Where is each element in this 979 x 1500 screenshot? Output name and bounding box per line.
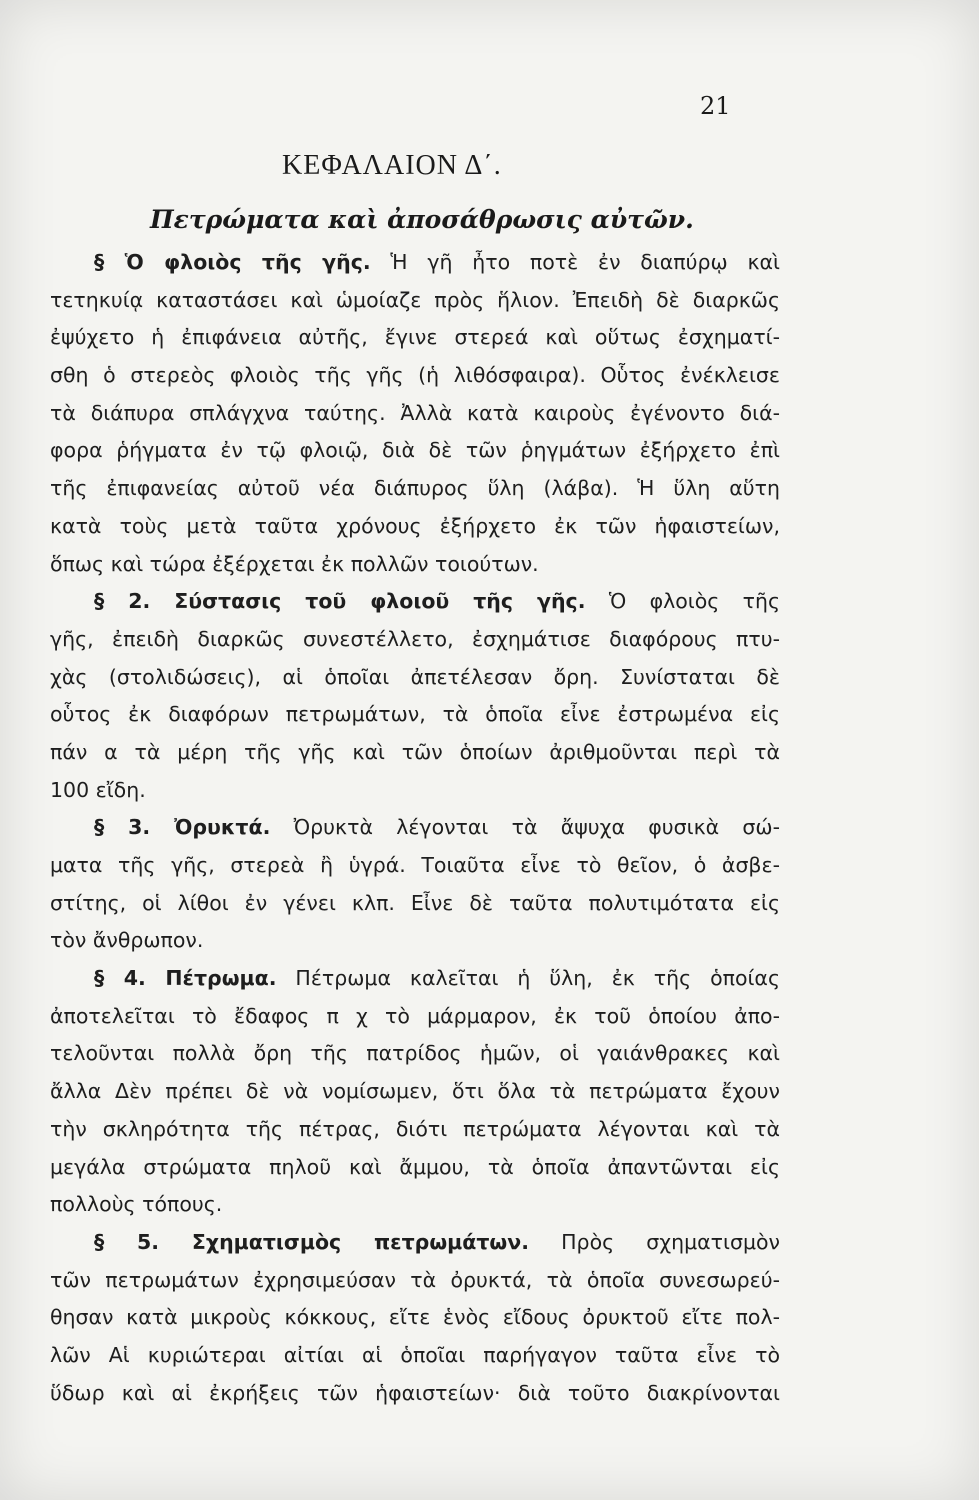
- text-line: ἀποτελεῖται τὸ ἔδαφος π χ τὸ μάρμαρον, ἐκ τοῦ ὁποίου ἀπο-: [50, 1003, 780, 1028]
- text-line: τελοῦνται πολλὰ ὄρη τῆς πατρίδος ἡμῶν, οἱ γαιάνθρακες καὶ: [50, 1041, 780, 1066]
- text-span: Πέτρωμα καλεῖται ἡ ὕλη, ἐκ τῆς ὁποίας: [276, 966, 780, 991]
- text-line: ὕδωρ καὶ αἱ ἐκρήξεις τῶν ἡφαιστείων· διὰ τοῦτο διακρίνονται: [50, 1380, 780, 1405]
- text-span: Πρὸς σχηματισμὸν: [528, 1229, 780, 1254]
- text-line: ματα τῆς γῆς, στερεὰ ἢ ὑγρά. Τοιαῦτα εἶνε τὸ θεῖον, ὁ ἀσβε-: [50, 853, 780, 877]
- section-subtitle: Πετρώματα καὶ ἀποσάθρωσις αὐτῶν.: [150, 205, 694, 234]
- text-line: στίτης, οἱ λίθοι ἐν γένει κλπ. Εἶνε δὲ ταῦτα πολυτιμότατα εἰς: [50, 890, 780, 915]
- text-line: λῶν Αἱ κυριώτεραι αἰτίαι αἱ ὁποῖαι παρήγαγον ταῦτα εἶνε τὸ: [50, 1342, 780, 1367]
- text-line: θησαν κατὰ μικροὺς κόκκους, εἴτε ἑνὸς εἴδους ὀρυκτοῦ εἴτε πολ-: [50, 1305, 780, 1330]
- text-line: [50, 244, 780, 282]
- text-span: Ἡ γῆ ἦτο ποτὲ ἐν διαπύρῳ καὶ: [370, 250, 780, 274]
- text-line: τὴν σκληρότητα τῆς πέτρας, διότι πετρώματα λέγονται καὶ τὰ: [50, 1116, 780, 1141]
- text-line: [50, 960, 780, 998]
- paragraph-heading: § Ὁ φλοιὸς τῆς γῆς.: [94, 250, 371, 274]
- text-line: σθη ὁ στερεὸς φλοιὸς τῆς γῆς (ἡ λιθόσφαιρα). Οὗτος ἐνέκλεισε: [50, 363, 780, 388]
- text-line: πάν α τὰ μέρη τῆς γῆς καὶ τῶν ὁποίων ἀριθμοῦνται περὶ τὰ: [50, 739, 780, 764]
- text-span: Ὀρυκτὰ λέγονται τὰ ἄψυχα φυσικὰ σώ-: [270, 815, 780, 840]
- paragraph-heading: § 2. Σύστασις τοῦ φλοιοῦ τῆς γῆς.: [94, 589, 586, 614]
- text-line: τὸν ἄνθρωπον.: [50, 928, 204, 953]
- text-line: γῆς, ἐπειδὴ διαρκῶς συνεστέλλετο, ἐσχημάτισε διαφόρους πτυ-: [50, 626, 780, 651]
- chapter-heading: ΚΕΦΑΛΑΙΟΝ Δ΄.: [282, 150, 502, 181]
- text-line: φορα ῥήγματα ἐν τῷ φλοιῷ, διὰ δὲ τῶν ῥηγμάτων ἐξήρχετο ἐπὶ: [50, 438, 780, 463]
- text-line: ὅπως καὶ τώρα ἐξέρχεται ἐκ πολλῶν τοιούτων.: [50, 551, 539, 576]
- page-number: 21: [700, 92, 731, 120]
- text-line: οὗτος ἐκ διαφόρων πετρωμάτων, τὰ ὁποῖα εἶνε ἐστρωμένα εἰς: [50, 702, 780, 727]
- text-line: ἐψύχετο ἡ ἐπιφάνεια αὐτῆς, ἔγινε στερεά καὶ οὕτως ἐσχηματί-: [50, 325, 780, 350]
- text-line: [50, 1224, 780, 1262]
- text-line: [50, 583, 780, 621]
- text-line: τῶν πετρωμάτων ἐχρησιμεύσαν τὰ ὀρυκτά, τὰ ὁποῖα συνεσωρεύ-: [50, 1267, 780, 1292]
- text-line: [50, 809, 780, 847]
- body-text: [50, 244, 780, 1412]
- text-line: 100 εἴδη.: [50, 777, 146, 802]
- text-line: ἄλλα Δὲν πρέπει δὲ νὰ νομίσωμεν, ὅτι ὅλα τὰ πετρώματα ἔχουν: [50, 1079, 780, 1104]
- text-line: τετηκυίᾳ καταστάσει καὶ ὡμοίαζε πρὸς ἥλιον. Ἐπειδὴ δὲ διαρκῶς: [50, 287, 780, 312]
- text-line: χὰς (στολιδώσεις), αἱ ὁποῖαι ἀπετέλεσαν ὄρη. Συνίσταται δὲ: [50, 664, 780, 689]
- text-line: τῆς ἐπιφανείας αὐτοῦ νέα διάπυρος ὕλη (λάβα). Ἡ ὕλη αὕτη: [50, 476, 780, 501]
- paragraph-heading: § 5. Σχηματισμὸς πετρωμάτων.: [94, 1229, 529, 1254]
- text-line: κατὰ τοὺς μετὰ ταῦτα χρόνους ἐξήρχετο ἐκ τῶν ἡφαιστείων,: [50, 513, 780, 538]
- text-line: μεγάλα στρώματα πηλοῦ καὶ ἄμμου, τὰ ὁποῖα ἀπαντῶνται εἰς: [50, 1154, 780, 1179]
- text-span: Ὁ φλοιὸς τῆς: [585, 589, 780, 614]
- paragraph-heading: § 4. Πέτρωμα.: [94, 966, 277, 991]
- text-line: τὰ διάπυρα σπλάγχνα ταύτης. Ἀλλὰ κατὰ καιροὺς ἐγένοντο διά-: [50, 400, 780, 425]
- text-line: πολλοὺς τόπους.: [50, 1192, 223, 1217]
- paragraph-heading: § 3. Ὀρυκτά.: [94, 815, 271, 840]
